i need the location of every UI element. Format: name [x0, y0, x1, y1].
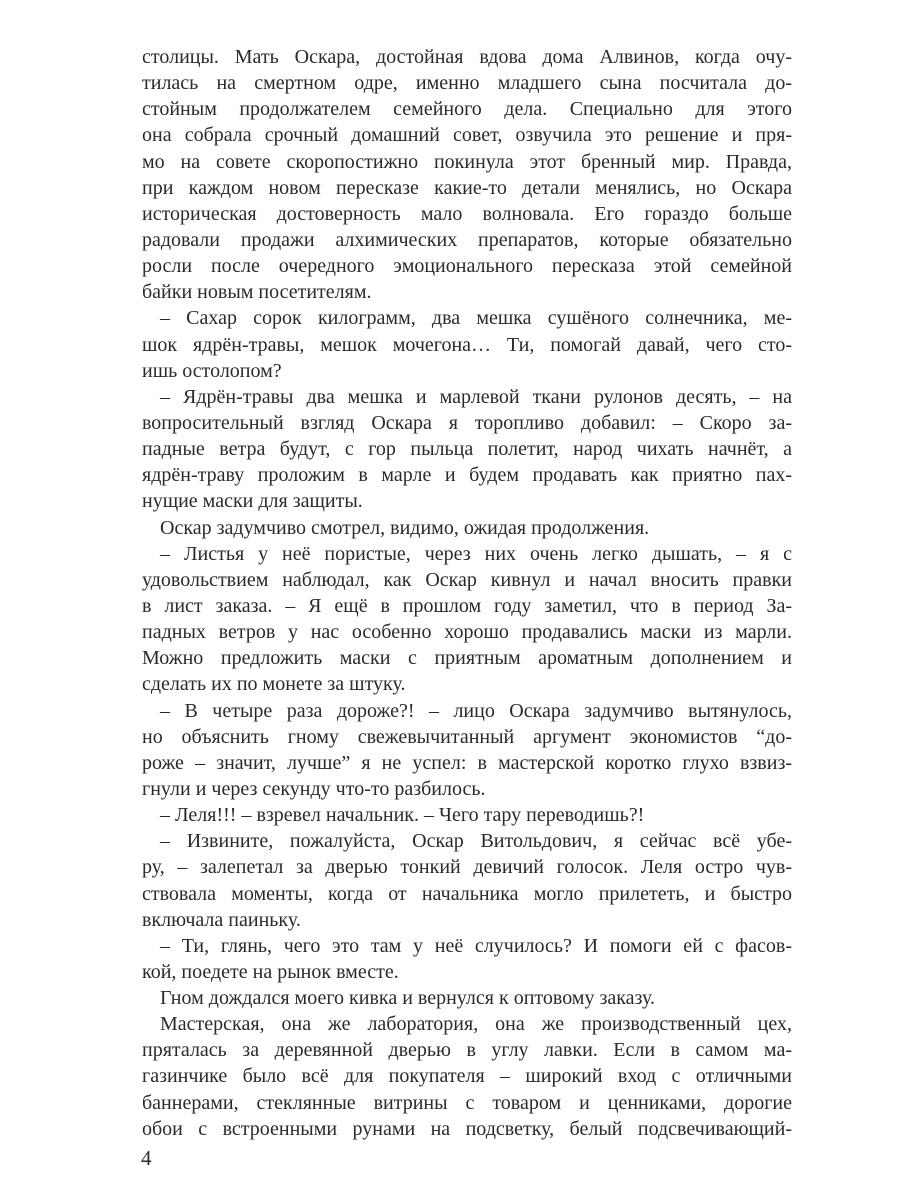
text-line: ру, – залепетал за дверью тонкий девичий голосок. Леля остро чув-	[142, 856, 792, 879]
text-line: ядрён-траву проложим в марле и будем продавать как приятно пах-	[142, 464, 792, 487]
text-line: историческая достоверность мало волновала. Его гораздо больше	[142, 202, 792, 225]
text-line: байки новым посетителям.	[142, 281, 372, 304]
text-line: ишь остолопом?	[142, 359, 282, 382]
text-line: падные ветра будут, с гор пыльца полетит, народ чихать начнёт, а	[142, 438, 792, 461]
paragraph-first-line: – Ядрён-травы два мешка и марлевой ткани рулонов десять, – на	[160, 385, 792, 408]
text-line: тилась на смертном одре, именно младшего сына посчитала до-	[142, 72, 792, 95]
paragraph-first-line: – Извините, пожалуйста, Оскар Витольдович, я сейчас всё убе-	[160, 830, 792, 853]
text-line: вопросительный взгляд Оскара я торопливо добавил: – Скоро за-	[142, 411, 792, 434]
text-line: нущие маски для защиты.	[142, 490, 363, 513]
text-line: кой, поедете на рынок вместе.	[142, 960, 399, 983]
text-line: падных ветров у нас особенно хорошо продавались маски из марли.	[142, 621, 792, 644]
text-line: роже – значит, лучше” я не успел: в мастерской коротко глухо взвиз-	[142, 751, 792, 774]
page-number: 4	[141, 1146, 152, 1170]
text-line: сделать их по монете за штуку.	[142, 673, 406, 696]
text-line: удовольствием наблюдал, как Оскар кивнул и начал вносить правки	[142, 568, 792, 591]
text-line: мо на совете скоропостижно покинула этот бренный мир. Правда,	[142, 150, 792, 173]
text-line: газинчике было всё для покупателя – широкий вход с отличными	[142, 1065, 792, 1088]
text-line: она собрала срочный домашний совет, озвучила это решение и пря-	[142, 124, 792, 147]
text-line: но объяснить гному свежевычитанный аргумент экономистов “до-	[142, 725, 792, 748]
paragraph-first-line: – Леля!!! – взревел начальник. – Чего тару переводишь?!	[160, 804, 645, 827]
text-line: обои с встроенными рунами на подсветку, белый подсвечивающий-	[142, 1117, 792, 1140]
text-line: пряталась за деревянной дверью в углу лавки. Если в самом ма-	[142, 1039, 792, 1062]
text-line: росли после очередного эмоционального пересказа этой семейной	[142, 255, 792, 278]
text-line: шок ядрён-травы, мешок мочегона… Ти, помогай давай, чего сто-	[142, 333, 792, 356]
paragraph-first-line: – Ти, глянь, чего это там у неё случилось? И помоги ей с фасов-	[160, 934, 792, 957]
text-line: стойным продолжателем семейного дела. Специально для этого	[142, 98, 792, 121]
text-line: Можно предложить маски с приятным ароматным дополнением и	[142, 647, 792, 670]
body-text	[142, 44, 792, 1142]
text-line: включала паиньку.	[142, 908, 301, 931]
paragraph-first-line: – Листья у неё пористые, через них очень легко дышать, – я с	[160, 542, 792, 565]
paragraph-first-line: Мастерская, она же лаборатория, она же производственный цех,	[160, 1013, 792, 1036]
text-line: в лист заказа. – Я ещё в прошлом году заметил, что в период За-	[142, 594, 792, 617]
text-line: столицы. Мать Оскара, достойная вдова дома Алвинов, когда очу-	[142, 46, 792, 68]
paragraph-first-line: Гном дождался моего кивка и вернулся к оптовому заказу.	[160, 987, 656, 1010]
text-line: гнули и через секунду что-то разбилось.	[142, 777, 486, 800]
paragraph-first-line: – В четыре раза дороже?! – лицо Оскара задумчиво вытянулось,	[160, 699, 792, 722]
paragraph-first-line: – Сахар сорок килограмм, два мешка сушёного солнечника, ме-	[160, 307, 792, 330]
text-line: при каждом новом пересказе какие-то детали менялись, но Оскара	[142, 176, 792, 199]
paragraph-first-line: Оскар задумчиво смотрел, видимо, ожидая продолжения.	[160, 516, 650, 539]
text-line: ствовала моменты, когда от начальника могло прилететь, и быстро	[142, 882, 792, 905]
text-line: радовали продажи алхимических препаратов, которые обязательно	[142, 228, 792, 251]
text-line: баннерами, стеклянные витрины с товаром и ценниками, дорогие	[142, 1091, 792, 1114]
